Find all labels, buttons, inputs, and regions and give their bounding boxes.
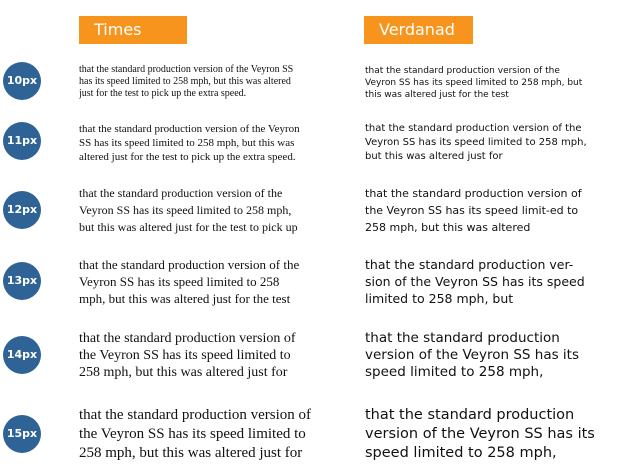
verdana-sample-10px: that the standard production version of the Veyron SS has its speed limited to 258 mph, but this was altered just for the test <box>365 66 583 100</box>
times-column-header: Times <box>79 16 187 44</box>
size-badge-14px: 14px <box>3 336 41 374</box>
times-sample-10px: that the standard production version of the Veyron SS has its speed limited to 258 mph, but this was altered just for the test to pick up the extra speed. <box>79 64 294 99</box>
verdana-sample-13px: that the standard production ver-sion of the Veyron SS has its speed limited to 258 mph, but <box>365 257 585 306</box>
size-badge-13px: 13px <box>3 262 41 300</box>
size-badge-15px: 15px <box>3 415 41 453</box>
times-sample-13px: that the standard production version of the Veyron SS has its speed limited to 258 mph, but this was altered just for the test <box>79 257 300 306</box>
times-sample-14px: that the standard production version of the Veyron SS has its speed limited to 258 mph, but this was altered just for <box>79 331 296 380</box>
verdana-sample-15px: that the standard production version of the Veyron SS has its speed limited to 258 mph, <box>365 407 595 461</box>
size-badge-11px: 11px <box>3 122 41 160</box>
size-badge-12px: 12px <box>3 191 41 229</box>
verdana-sample-14px: that the standard production version of the Veyron SS has its speed limited to 258 mph, <box>365 330 579 380</box>
times-sample-15px: that the standard production version of the Veyron SS has its speed limited to 258 mph, but this was altered just for <box>79 407 312 461</box>
verdana-sample-12px: that the standard production version of the Veyron SS has its speed limit-ed to 258 mph, but this was altered <box>365 187 582 234</box>
verdana-sample-11px: that the standard production version of the Veyron SS has its speed limited to 258 mph, but this was altered just for <box>365 123 587 162</box>
times-sample-11px: that the standard production version of the Veyron SS has its speed limited to 258 mph, but this was altered just for the test to pick up the extra speed. <box>79 123 300 163</box>
size-badge-10px: 10px <box>3 62 41 100</box>
verdana-column-header: Verdanad <box>364 16 473 44</box>
times-sample-12px: that the standard production version of the Veyron SS has its speed limited to 258 mph, but this was altered just for the test to pick up <box>79 186 298 234</box>
